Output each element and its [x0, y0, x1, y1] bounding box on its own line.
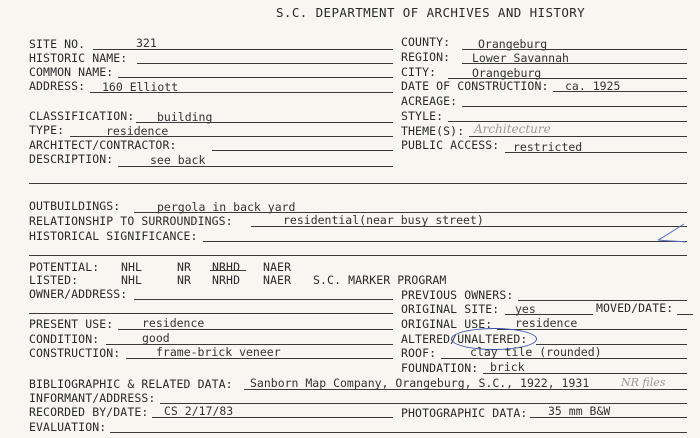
style-label: STYLE: [401, 109, 444, 123]
recorded-by-value: CS 2/17/83 [164, 404, 234, 418]
type-line [70, 136, 393, 137]
evaluation-label: EVALUATION: [29, 420, 107, 434]
city-value: Orangeburg [472, 66, 542, 80]
outbuildings-value: pergola in back yard [157, 200, 296, 214]
recorded-by-line [152, 417, 393, 418]
listed-nhl: NHL [121, 273, 143, 287]
significance-blank-line [29, 255, 687, 256]
potential-naer: NAER [263, 260, 292, 274]
site-no-value: 321 [136, 36, 157, 50]
listed-nrhd: NRHD [212, 273, 241, 287]
owner-address-blank-line [29, 313, 393, 314]
photographic-data-line [530, 417, 687, 418]
region-label: REGION: [401, 50, 451, 64]
outbuildings-label: OUTBUILDINGS: [29, 199, 121, 213]
county-value: Orangeburg [478, 37, 548, 51]
present-use-label: PRESENT USE: [29, 317, 114, 331]
public-access-label: PUBLIC ACCESS: [401, 138, 500, 152]
architect-label: ARCHITECT/CONTRACTOR: [29, 138, 177, 152]
description-blank-line-1 [29, 183, 687, 184]
original-site-value: yes [515, 302, 536, 316]
architect-line [212, 150, 393, 151]
relationship-value: residential(near busy street) [283, 213, 484, 227]
listed-label: LISTED: [29, 273, 79, 287]
present-use-line [118, 329, 393, 330]
roof-line [441, 358, 687, 359]
date-of-construction-value: ca. 1925 [565, 79, 621, 93]
region-value: Lower Savannah [472, 51, 569, 65]
foundation-line [483, 373, 687, 374]
theme-line [469, 136, 687, 137]
county-label: COUNTY: [401, 35, 451, 49]
public-access-line [505, 152, 687, 153]
bibliographic-line [244, 389, 687, 390]
listed-naer: NAER [263, 273, 292, 287]
construction-label: CONSTRUCTION: [29, 346, 121, 360]
date-of-construction-label: DATE OF CONSTRUCTION: [401, 79, 549, 93]
original-site-line [505, 314, 593, 315]
original-use-label: ORIGINAL USE: [401, 317, 493, 331]
common-name-line [118, 77, 393, 78]
bibliographic-note-handwritten: NR files [621, 376, 666, 389]
historical-significance-label: HISTORICAL SIGNIFICANCE: [29, 229, 198, 243]
pen-mark [652, 220, 692, 250]
region-line [462, 63, 687, 64]
relationship-label: RELATIONSHIP TO SURROUNDINGS: [29, 214, 233, 228]
owner-address-line [134, 299, 393, 300]
moved-date-label: MOVED/DATE: [596, 301, 674, 315]
bibliographic-value: Sanborn Map Company, Orangeburg, S.C., 1922, 1931 [250, 376, 590, 390]
evaluation-line [110, 432, 687, 433]
construction-value: frame-brick veneer [156, 345, 281, 359]
foundation-label: FOUNDATION: [401, 361, 479, 375]
address-line [90, 92, 393, 93]
potential-nrhd: NRHD [212, 260, 241, 274]
present-use-value: residence [142, 316, 205, 330]
condition-label: CONDITION: [29, 332, 100, 346]
classification-line [136, 122, 393, 123]
site-no-label: SITE NO. [29, 37, 86, 51]
address-value: 160 Elliott [102, 80, 179, 94]
potential-nr: NR [177, 260, 192, 274]
type-label: TYPE: [29, 123, 65, 137]
address-label: ADDRESS: [29, 79, 86, 93]
construction-line [126, 358, 393, 359]
common-name-label: COMMON NAME: [29, 65, 114, 79]
nrhd-underline [210, 270, 246, 271]
roof-label: ROOF: [401, 346, 437, 360]
theme-label: THEME(S): [401, 124, 465, 138]
type-value: residence [106, 124, 169, 138]
original-site-label: ORIGINAL SITE: [401, 302, 500, 316]
classification-label: CLASSIFICATION: [29, 109, 135, 123]
altered-unaltered-label: ALTERED/UNALTERED: [401, 332, 528, 346]
theme-value-handwritten: Architecture [474, 122, 551, 136]
listed-nr: NR [177, 273, 192, 287]
condition-value: good [142, 331, 170, 345]
site-no-line [93, 49, 393, 50]
classification-value: building [157, 110, 213, 124]
informant-label: INFORMANT/ADDRESS: [29, 391, 156, 405]
foundation-value: brick [490, 360, 525, 374]
county-line [462, 49, 687, 50]
relationship-line [251, 226, 687, 227]
previous-owners-label: PREVIOUS OWNERS: [401, 288, 514, 302]
bibliographic-label: BIBLIOGRAPHIC & RELATED DATA: [29, 377, 233, 391]
roof-value: clay tile (rounded) [470, 345, 602, 359]
original-use-value: residence [515, 316, 578, 330]
acreage-line [462, 106, 687, 107]
date-of-construction-line [553, 91, 687, 92]
potential-label: POTENTIAL: [29, 260, 100, 274]
moved-date-line [677, 314, 693, 315]
acreage-label: ACREAGE: [401, 94, 458, 108]
historic-name-label: HISTORIC NAME: [29, 51, 128, 65]
city-label: CITY: [401, 65, 437, 79]
potential-nhl: NHL [121, 260, 143, 274]
photographic-data-label: PHOTOGRAPHIC DATA: [401, 406, 528, 420]
recorded-by-label: RECORDED BY/DATE: [29, 405, 149, 419]
sc-marker-program: S.C. MARKER PROGRAM [313, 273, 447, 287]
public-access-value: restricted [513, 140, 583, 154]
form-title: S.C. DEPARTMENT OF ARCHIVES AND HISTORY [276, 5, 586, 20]
photographic-data-value: 35 mm B&W [548, 404, 611, 418]
historic-name-line [137, 63, 393, 64]
historical-significance-line [203, 241, 687, 242]
description-value: see back [150, 153, 206, 167]
description-label: DESCRIPTION: [29, 152, 114, 166]
original-use-line [497, 329, 687, 330]
owner-address-label: OWNER/ADDRESS: [29, 287, 128, 301]
description-line [118, 166, 393, 167]
